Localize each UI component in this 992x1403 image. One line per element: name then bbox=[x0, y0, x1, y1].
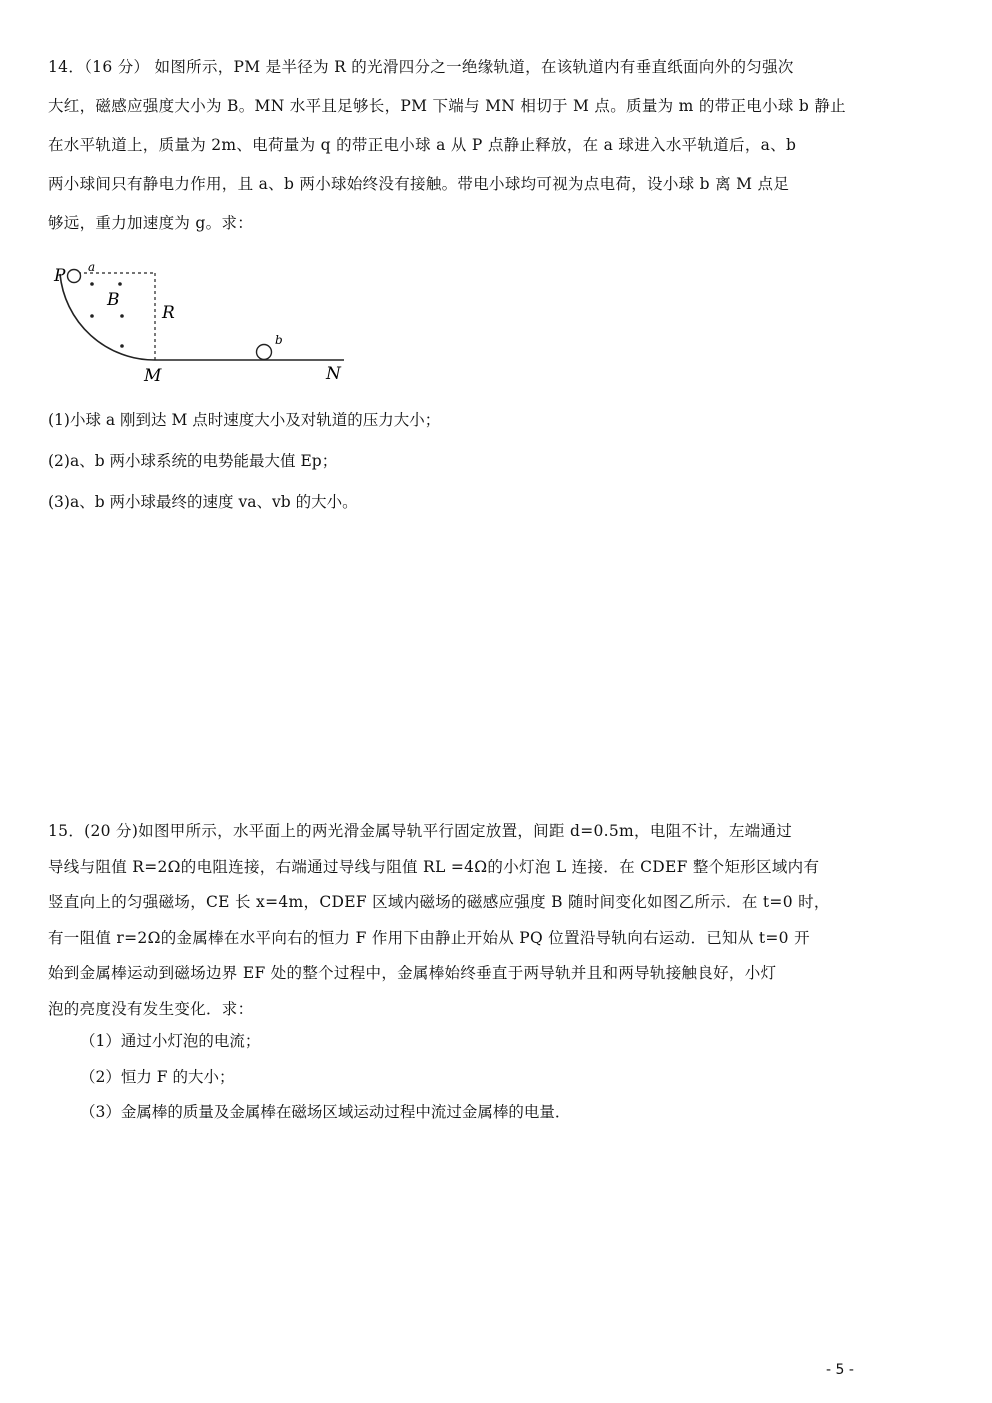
q15-line: 泡的亮度没有发生变化．求： bbox=[48, 999, 254, 1018]
q14-line: 够远，重力加速度为 g。求： bbox=[48, 214, 254, 232]
q14-line: 两小球间只有静电力作用，且 a、b 两小球始终没有接触。带电小球均可视为点电荷，设小球 b 离 M 点足 bbox=[48, 175, 790, 193]
q15-line: 始到金属棒运动到磁场边界 EF 处的整个过程中，金属棒始终垂直于两导轨并且和两导轨接触良好，小灯 bbox=[48, 964, 777, 982]
q15-sub-1: （1）通过小灯泡的电流； bbox=[80, 1032, 261, 1050]
q15-line: 导线与阻值 R=2Ω的电阻连接，右端通过导线与阻值 RL =4Ω的小灯泡 L 连接．在 CDEF 整个矩形区域内有 bbox=[48, 857, 820, 876]
label-R: R bbox=[162, 303, 175, 323]
label-B: B bbox=[107, 290, 120, 310]
q15-sub-2: （2）恒力 F 的大小； bbox=[80, 1067, 235, 1086]
q14-subquestions bbox=[48, 400, 440, 523]
label-b: b bbox=[275, 333, 283, 347]
quarter-arc-track bbox=[60, 274, 155, 360]
q15-line: 15．(20 分)如图甲所示，水平面上的两光滑金属导轨平行固定放置，间距 d=0.5m，电阻不计，左端通过 bbox=[48, 822, 793, 840]
ball-a bbox=[68, 270, 81, 283]
question-14 bbox=[48, 48, 858, 243]
q15-line: 竖直向上的匀强磁场，CE 长 x=4m，CDEF 区域内磁场的磁感应强度 B 随时间变化如图乙所示．在 t=0 时， bbox=[48, 893, 830, 911]
label-P: P bbox=[54, 266, 66, 286]
q15-line: 有一阻值 r=2Ω的金属棒在水平向右的恒力 F 作用下由静止开始从 PQ 位置沿导轨向右运动．已知从 t=0 开 bbox=[48, 928, 810, 947]
q14-sub-1: (1)小球 a 刚到达 M 点时速度大小及对轨道的压力大小； bbox=[48, 411, 441, 429]
ball-b bbox=[257, 345, 272, 360]
label-N: N bbox=[326, 364, 341, 384]
q14-line: 在水平轨道上，质量为 2m、电荷量为 q 的带正电小球 a 从 P 点静止释放，在 a 球进入水平轨道后，a、b bbox=[48, 136, 797, 154]
track-diagram bbox=[48, 254, 358, 384]
q14-line: 14．（16 分） 如图所示，PM 是半径为 R 的光滑四分之一绝缘轨道，在该轨道内有垂直纸面向外的匀强次 bbox=[48, 58, 794, 76]
q15-subquestions bbox=[80, 1024, 570, 1131]
page-number: - 5 - bbox=[826, 1362, 854, 1378]
question-15 bbox=[48, 814, 858, 1027]
q14-line: 大红，磁感应强度大小为 B。MN 水平且足够长，PM 下端与 MN 相切于 M 点。质量为 m 的带正电小球 b 静止 bbox=[48, 97, 846, 115]
label-a: a bbox=[88, 260, 96, 274]
label-M: M bbox=[144, 366, 162, 384]
q14-sub-3: (3)a、b 两小球最终的速度 va、vb 的大小。 bbox=[48, 493, 358, 511]
q15-sub-3: （3）金属棒的质量及金属棒在磁场区域运动过程中流过金属棒的电量． bbox=[80, 1103, 571, 1121]
q14-sub-2: (2)a、b 两小球系统的电势能最大值 Ep； bbox=[48, 452, 338, 470]
